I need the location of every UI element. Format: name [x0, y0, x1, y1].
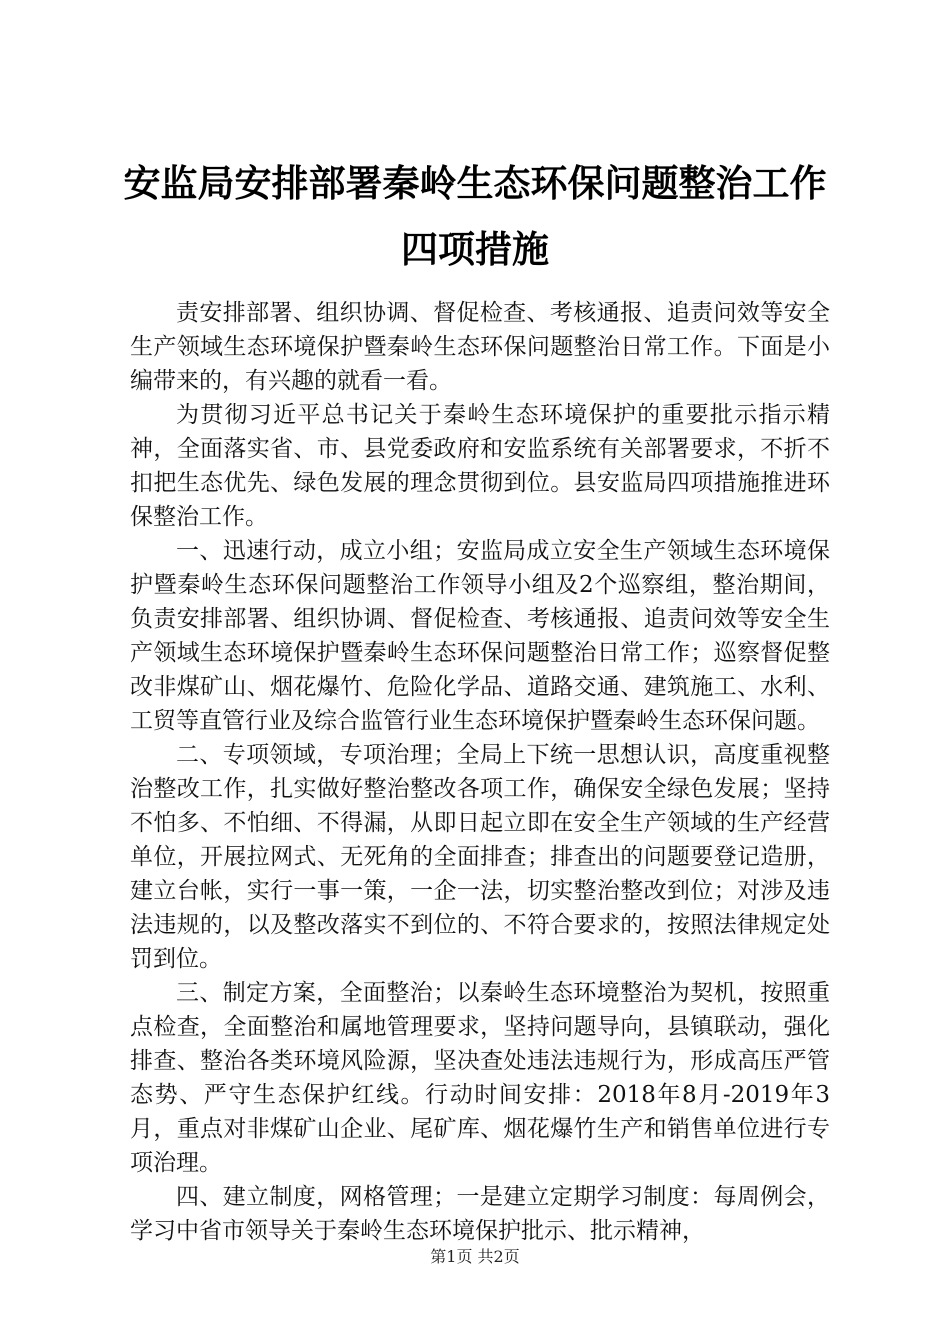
page-number: 第1页 共2页 [430, 1247, 520, 1266]
paragraph: 四、建立制度，网格管理；一是建立定期学习制度：每周例会，学习中省市领导关于秦岭生态环境保护批示、批示精神， [130, 1184, 830, 1244]
paragraph: 一、迅速行动，成立小组；安监局成立安全生产领域生态环境保护暨秦岭生态环保问题整治工作领导小组及2个巡察组，整治期间，负责安排部署、组织协调、督促检查、考核通报、追责问效等安全生产领域生态环境保护暨秦岭生态环保问题整治日常工作；巡察督促整改非煤矿山、烟花爆竹、危险化学品、道路交通、建筑施工、水利、工贸等直管行业及综合监管行业生态环境保护暨秦岭生态环保问题。 [130, 538, 830, 734]
paragraph: 二、专项领域，专项治理；全局上下统一思想认识，高度重视整治整改工作，扎实做好整治整改各项工作，确保安全绿色发展；坚持不怕多、不怕细、不得漏，从即日起立即在安全生产领域的生产经营单位，开展拉网式、无死角的全面排查；排查出的问题要登记造册，建立台帐，实行一事一策，一企一法，切实整治整改到位；对涉及违法违规的，以及整改落实不到位的、不符合要求的，按照法律规定处罚到位。 [130, 742, 830, 972]
paragraph: 三、制定方案，全面整治；以秦岭生态环境整治为契机，按照重点检查，全面整治和属地管理要求，坚持问题导向，县镇联动，强化排查、整治各类环境风险源，坚决查处违法违规行为，形成高压严管态势、严守生态保护红线。行动时间安排：2018年8月-2019年3月，重点对非煤矿山企业、尾矿库、烟花爆竹生产和销售单位进行专项治理。 [130, 980, 830, 1176]
paragraph: 为贯彻习近平总书记关于秦岭生态环境保护的重要批示指示精神，全面落实省、市、县党委政府和安监系统有关部署要求，不折不扣把生态优先、绿色发展的理念贯彻到位。县安监局四项措施推进环保整治工作。 [130, 402, 830, 530]
document-body [130, 296, 830, 1248]
document-title: 安监局安排部署秦岭生态环保问题整治工作四项措施 [123, 161, 827, 271]
paragraph: 责安排部署、组织协调、督促检查、考核通报、追责问效等安全生产领域生态环境保护暨秦岭生态环保问题整治日常工作。下面是小编带来的，有兴趣的就看一看。 [130, 300, 830, 394]
